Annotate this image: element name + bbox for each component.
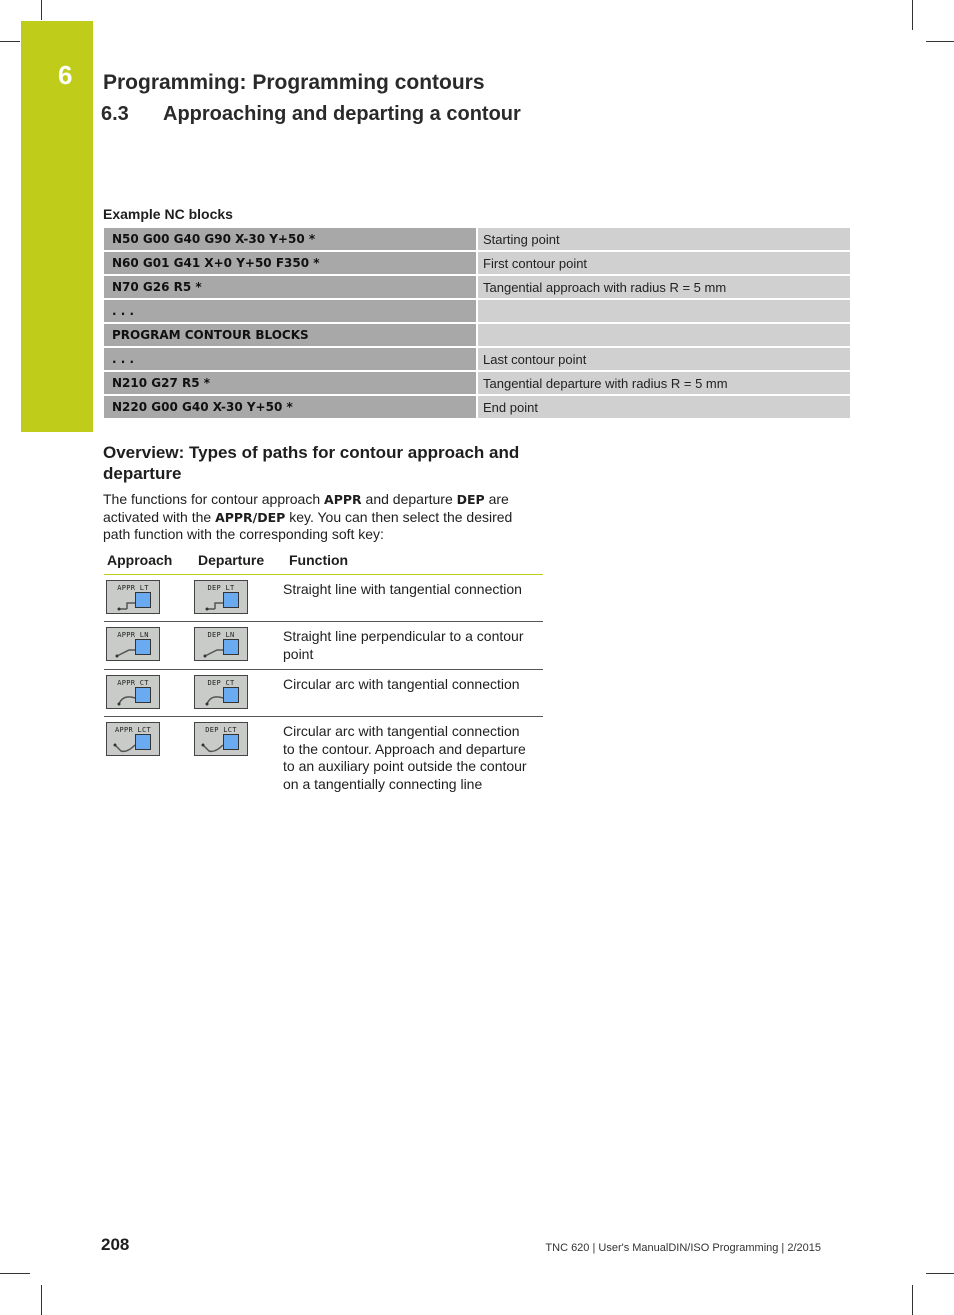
section-title-text: Approaching and departing a contour xyxy=(163,103,521,125)
nc-code-cell: N70 G26 R5 * xyxy=(104,276,476,298)
softkey-label: DEP LCT xyxy=(205,726,237,734)
keyword-appr: APPR xyxy=(324,492,362,507)
contour-box-icon xyxy=(223,592,239,608)
nc-code-cell: N210 G27 R5 * xyxy=(104,372,476,394)
example-caption: Example NC blocks xyxy=(103,206,233,222)
nc-description-cell xyxy=(478,324,850,346)
table-row xyxy=(104,276,850,298)
contour-box-icon xyxy=(135,592,151,608)
chapter-title: Programming: Programming contours xyxy=(103,71,485,94)
nc-description-cell: Tangential departure with radius R = 5 mm xyxy=(478,372,850,394)
nc-code-cell: . . . xyxy=(104,348,476,370)
contour-box-icon xyxy=(135,687,151,703)
contour-box-icon xyxy=(135,639,151,655)
contour-box-icon xyxy=(223,639,239,655)
departure-softkey[interactable] xyxy=(194,627,248,661)
nc-code-cell: N60 G01 G41 X+0 Y+50 F350 * xyxy=(104,252,476,274)
nc-description-cell: Last contour point xyxy=(478,348,850,370)
header-departure: Departure xyxy=(198,552,265,568)
departure-softkey[interactable] xyxy=(194,580,248,614)
crop-mark xyxy=(912,1285,913,1315)
header-function: Function xyxy=(289,552,349,568)
nc-code-cell: N50 G00 G40 G90 X-30 Y+50 * xyxy=(104,228,476,250)
table-row xyxy=(104,348,850,370)
softkey-label: DEP LN xyxy=(207,631,235,639)
nc-code-cell: PROGRAM CONTOUR BLOCKS xyxy=(104,324,476,346)
nc-code-cell: N220 G00 G40 X-30 Y+50 * xyxy=(104,396,476,418)
section-number: 6.3 xyxy=(101,103,129,125)
softkey-label: DEP CT xyxy=(207,679,235,687)
function-description: Circular arc with tangential connection xyxy=(283,676,520,692)
nc-description-cell: Starting point xyxy=(478,228,850,250)
section-title xyxy=(101,103,521,126)
softkey-label: APPR LN xyxy=(117,631,149,639)
departure-softkey[interactable] xyxy=(194,722,248,756)
crop-mark xyxy=(926,1273,954,1274)
function-description: Circular arc with tangential connection to the contour. Approach and departure to an auxiliary point outside the contour on a tangentially connecting line xyxy=(283,723,527,792)
table-row xyxy=(104,396,850,418)
table-header xyxy=(104,551,543,575)
softkey-label: APPR LT xyxy=(117,584,149,592)
approach-softkey[interactable] xyxy=(106,627,160,661)
keyword-dep: DEP xyxy=(456,492,485,507)
softkey-label: APPR CT xyxy=(117,679,149,687)
nc-description-cell: Tangential approach with radius R = 5 mm xyxy=(478,276,850,298)
function-description: Straight line with tangential connection xyxy=(283,581,522,597)
approach-softkey[interactable] xyxy=(106,580,160,614)
approach-softkey[interactable] xyxy=(106,722,160,756)
chapter-tab xyxy=(21,21,93,432)
crop-mark xyxy=(0,1273,30,1274)
table-row xyxy=(104,575,543,622)
crop-mark xyxy=(912,0,913,30)
table-row xyxy=(104,717,543,817)
nc-description-cell: End point xyxy=(478,396,850,418)
table-row xyxy=(104,300,850,322)
table-row xyxy=(104,324,850,346)
table-row xyxy=(104,228,850,250)
nc-code-cell: . . . xyxy=(104,300,476,322)
contour-box-icon xyxy=(223,687,239,703)
table-row xyxy=(104,670,543,717)
overview-heading: Overview: Types of paths for contour approach and departure xyxy=(103,443,520,483)
departure-softkey[interactable] xyxy=(194,675,248,709)
softkey-label: APPR LCT xyxy=(114,726,152,734)
crop-mark xyxy=(926,41,954,42)
header-approach: Approach xyxy=(107,552,173,568)
chapter-number: 6 xyxy=(58,60,73,90)
softkey-label: DEP LT xyxy=(207,584,235,592)
footer-doc-info: TNC 620 | User's ManualDIN/ISO Programming | 2/2015 xyxy=(545,1242,821,1254)
function-description: Straight line perpendicular to a contour point xyxy=(283,628,524,662)
page-number: 208 xyxy=(101,1235,130,1254)
crop-mark xyxy=(41,1285,42,1315)
contour-box-icon xyxy=(135,734,151,750)
crop-mark xyxy=(0,41,20,42)
crop-mark xyxy=(41,0,42,20)
keyword-appr-dep-key: APPR/DEP xyxy=(215,509,286,525)
nc-description-cell: First contour point xyxy=(478,252,850,274)
path-functions-table xyxy=(104,551,543,817)
table-row xyxy=(104,622,543,670)
table-row xyxy=(104,372,850,394)
approach-softkey[interactable] xyxy=(106,675,160,709)
nc-blocks-table xyxy=(104,228,850,420)
nc-description-cell xyxy=(478,300,850,322)
table-row xyxy=(104,252,850,274)
contour-box-icon xyxy=(223,734,239,750)
overview-paragraph: The functions for contour approach APPR and departure DEP are activated with the APPR/DEP key. You can then select the desired path function with the corresponding soft key: xyxy=(103,491,513,542)
